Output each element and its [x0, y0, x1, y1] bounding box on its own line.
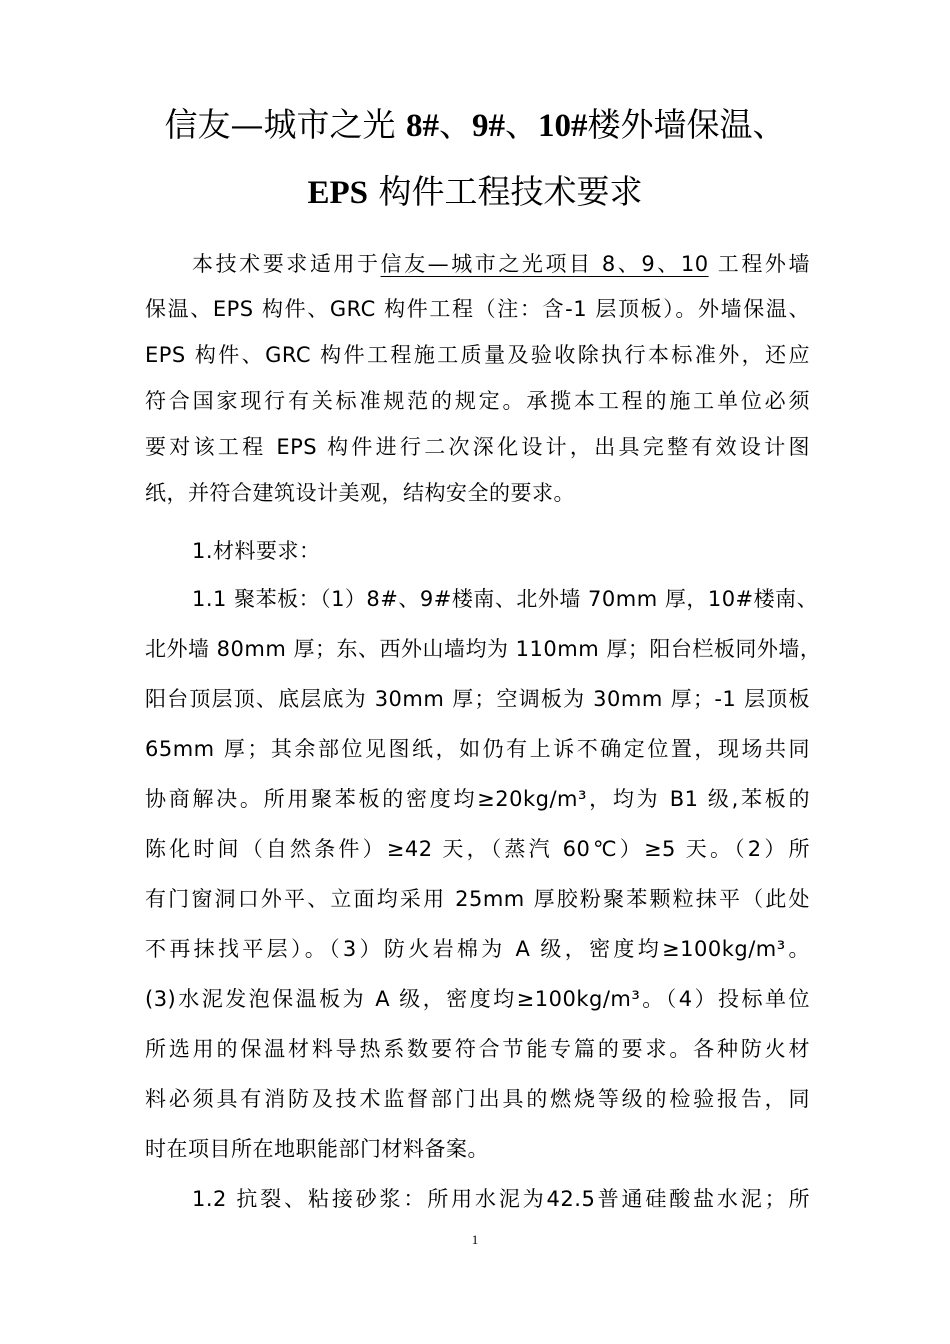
section-1-1-line-11: 料必须具有消防及技术监督部门出具的燃烧等级的检验报告，同 [145, 1087, 810, 1111]
section-1-1-line-4: 65mm 厚；其余部位见图纸，如仍有上诉不确定位置，现场共同 [145, 737, 810, 761]
document-title-line-1 [100, 105, 850, 146]
section-1-heading: 1.材料要求： [192, 539, 321, 563]
intro-text: 工程外墙 [708, 252, 810, 276]
intro-line-1 [192, 249, 810, 279]
section-1-1-line-6: 陈化时间（自然条件）≥42 天，（蒸汽 60℃）≥5 天。（2）所 [145, 837, 810, 861]
intro-line-6: 纸，并符合建筑设计美观，结构安全的要求。 [145, 481, 575, 505]
section-1-1-line-12: 时在项目所在地职能部门材料备案。 [145, 1137, 489, 1161]
section-1-2-line-1: 1.2 抗裂、粘接砂浆：所用水泥为42.5普通硅酸盐水泥；所 [192, 1187, 810, 1211]
section-1-1-line-7: 有门窗洞口外平、立面均采用 25mm 厚胶粉聚苯颗粒抹平（此处 [145, 887, 810, 911]
title-building-8: 8# [406, 108, 439, 144]
project-name-underlined: 信友—城市之光项目 8、9、10 [380, 252, 709, 276]
page-number: 1 [471, 1232, 479, 1247]
intro-line-3: EPS 构件、GRC 构件工程施工质量及验收除执行本标准外，还应 [145, 343, 810, 367]
section-1-1-line-10: 所选用的保温材料导热系数要符合节能专篇的要求。各种防火材 [145, 1037, 810, 1061]
title-eps: EPS [307, 175, 369, 211]
intro-line-4: 符合国家现行有关标准规范的规定。承揽本工程的施工单位必须 [145, 389, 810, 413]
title-building-10: 10# [538, 108, 588, 144]
title-text: 楼外墙保温、 [587, 105, 786, 144]
intro-line-5: 要对该工程 EPS 构件进行二次深化设计，出具完整有效设计图 [145, 435, 810, 459]
section-1-1-line-5: 协商解决。所用聚苯板的密度均≥20kg/m³，均为 B1 级,苯板的 [145, 787, 810, 811]
section-1-1-line-8: 不再抹找平层）。（3）防火岩棉为 A 级，密度均≥100kg/m³。 [145, 937, 810, 961]
intro-line-2: 保温、EPS 构件、GRC 构件工程（注：含-1 层顶板）。外墙保温、 [145, 297, 810, 321]
title-text: 信友—城市之光 [164, 105, 406, 144]
section-1-1-line-3: 阳台顶层顶、底层底为 30mm 厚；空调板为 30mm 厚；-1 层顶板 [145, 687, 810, 711]
section-1-1-line-9: (3)水泥发泡保温板为 A 级，密度均≥100kg/m³。（4）投标单位 [145, 987, 810, 1011]
title-text: 构件工程技术要求 [368, 172, 643, 211]
section-1-1-line-1: 1.1 聚苯板：（1）8#、9#楼南、北外墙 70mm 厚，10#楼南、 [192, 587, 819, 611]
title-separator: 、 [505, 105, 538, 144]
document-title-line-2 [100, 172, 850, 213]
title-separator: 、 [439, 105, 472, 144]
section-1-1-line-2: 北外墙 80mm 厚；东、西外山墙均为 110mm 厚；阳台栏板同外墙， [145, 637, 822, 661]
intro-text: 本技术要求适用于 [192, 252, 381, 276]
title-building-9: 9# [472, 108, 505, 144]
